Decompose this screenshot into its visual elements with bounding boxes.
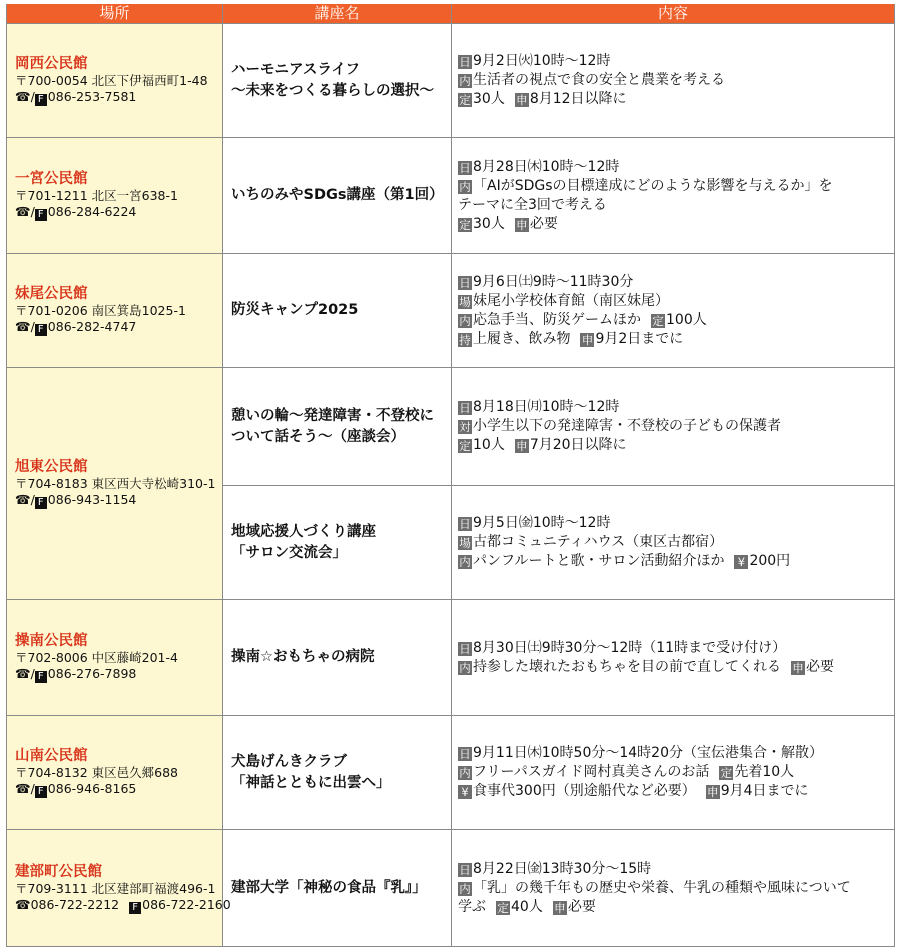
phone-label: ☎/ <box>15 781 35 796</box>
detail-line <box>458 763 894 782</box>
course-title-line: 「神話とともに出雲へ」 <box>231 774 391 791</box>
detail-text: 8月12日以降に <box>529 91 627 107</box>
fax-icon: F <box>35 324 47 336</box>
table-row <box>7 368 895 486</box>
label-tag-icon: 申 <box>581 332 594 347</box>
detail-line <box>458 196 894 215</box>
detail-text: 持参した壊れたおもちゃを目の前で直してくれる <box>473 658 781 675</box>
venue-contact <box>15 666 222 683</box>
label-tag-icon: 申 <box>516 217 528 232</box>
lecture-table <box>6 4 895 947</box>
phone-label: ☎/ <box>15 319 35 334</box>
place-cell <box>7 254 223 368</box>
label-tag-icon: ¥ <box>734 555 748 569</box>
detail-line <box>458 898 894 917</box>
detail-cell <box>452 24 895 138</box>
detail-text: 30人 <box>473 215 505 232</box>
detail-line <box>458 158 894 177</box>
detail-text: 古都コミュニティハウス（東区古都宿） <box>473 534 724 550</box>
venue-name: 山南公民館 <box>15 748 88 764</box>
label-tag-icon: 日 <box>459 862 471 877</box>
place-cell <box>7 24 223 138</box>
label-tag-icon: 内 <box>459 660 471 675</box>
venue-contact <box>15 319 222 336</box>
phone-number: 086-253-7581 <box>47 89 137 104</box>
venue-address: 〒701-1211 北区一宮638-1 <box>15 188 178 203</box>
label-tag-icon: 日 <box>459 747 471 761</box>
label-tag-icon: 定 <box>459 217 471 232</box>
fax-icon: F <box>35 671 47 683</box>
course-cell <box>223 716 452 830</box>
place-cell <box>7 138 223 254</box>
detail-text: 8月22日㈮13時30分〜15時 <box>473 860 652 877</box>
detail-text: 9月6日㈯9時〜11時30分 <box>473 273 634 290</box>
label-tag-icon: 申 <box>792 660 804 675</box>
detail-text: 7月20日以降に <box>529 437 627 453</box>
course-title-line: 憩いの輪〜発達障害・不登校に <box>231 407 434 424</box>
detail-line <box>458 552 894 571</box>
label-tag-icon: 日 <box>459 275 471 290</box>
course-title-line: 建部大学「神秘の食品『乳』」 <box>231 879 427 896</box>
table-row <box>7 24 895 138</box>
detail-cell <box>452 716 895 830</box>
detail-cell <box>452 600 895 716</box>
course-title-line: 防災キャンプ2025 <box>231 302 359 318</box>
course-title-line: 〜未来をつくる暮らしの選択〜 <box>231 82 434 99</box>
phone-label: ☎086-722-2212 <box>15 896 120 912</box>
detail-text: フリーパスガイド岡村真美さんのお話 <box>473 764 710 780</box>
venue-address: 〒700-0054 北区下伊福西町1-48 <box>15 73 208 88</box>
header-course: 講座名 <box>223 4 452 24</box>
phone-label: ☎/ <box>15 89 35 104</box>
detail-text: 40人 <box>511 898 543 915</box>
detail-text: 8月30日㈯9時30分〜12時（11時まで受け付け） <box>473 639 787 656</box>
table-header-row <box>7 4 895 24</box>
label-tag-icon: 対 <box>459 420 471 434</box>
detail-line <box>458 292 894 311</box>
phone-number: 086-722-2160 <box>142 896 231 912</box>
detail-line <box>458 52 894 71</box>
detail-text: 8月28日㈭10時〜12時 <box>473 158 620 175</box>
label-tag-icon: 場 <box>459 536 471 550</box>
detail-text: 8月18日㈪10時〜12時 <box>473 399 620 415</box>
course-title-line: 地域応援人づくり講座 <box>231 523 376 540</box>
venue-contact <box>15 896 231 914</box>
venue-name: 妹尾公民館 <box>15 286 88 302</box>
detail-text: 9月11日㈭10時50分〜14時20分（宝伝港集合・解散） <box>473 745 823 761</box>
detail-text: 先着10人 <box>734 764 795 780</box>
fax-icon: F <box>129 902 141 914</box>
detail-cell <box>452 254 895 368</box>
label-tag-icon: ¥ <box>458 785 472 799</box>
label-tag-icon: 定 <box>497 900 509 915</box>
detail-line <box>458 744 894 763</box>
label-tag-icon: 内 <box>459 881 471 896</box>
detail-text: 上履き、飲み物 <box>473 330 571 347</box>
venue-contact <box>15 89 222 106</box>
detail-text: 応急手当、防災ゲームほか <box>473 311 641 328</box>
label-tag-icon: 定 <box>652 313 664 328</box>
label-tag-icon: 場 <box>459 294 471 309</box>
label-tag-icon: 定 <box>720 766 733 780</box>
detail-text: 9月5日㈮10時〜12時 <box>473 515 611 531</box>
course-cell <box>223 24 452 138</box>
course-title-line: ハーモニアスライフ <box>231 61 361 78</box>
table-row <box>7 254 895 368</box>
detail-line <box>458 311 894 330</box>
detail-text: 100人 <box>666 311 707 328</box>
label-tag-icon: 申 <box>554 900 566 915</box>
course-cell <box>223 600 452 716</box>
detail-line <box>458 860 894 879</box>
detail-line <box>458 330 894 349</box>
label-tag-icon: 申 <box>516 439 528 453</box>
label-tag-icon: 日 <box>459 160 471 175</box>
label-tag-icon: 定 <box>459 439 471 453</box>
fax-icon: F <box>35 209 47 221</box>
label-tag-icon: 日 <box>459 401 471 415</box>
detail-text: 必要 <box>529 215 558 232</box>
detail-line <box>458 177 894 196</box>
label-tag-icon: 内 <box>459 313 471 328</box>
detail-text: 食事代300円（別途船代など必要） <box>473 783 696 799</box>
phone-label: ☎/ <box>15 204 35 219</box>
detail-text: 妹尾小学校体育館（南区妹尾） <box>473 292 669 309</box>
phone-number: 086-282-4747 <box>47 319 137 334</box>
detail-line <box>458 639 894 658</box>
detail-line <box>458 533 894 552</box>
detail-line <box>458 436 894 455</box>
phone-number: 086-276-7898 <box>47 666 137 681</box>
table-row <box>7 600 895 716</box>
detail-text: 必要 <box>567 898 596 915</box>
venue-address: 〒701-0206 南区箕島1025-1 <box>15 303 186 318</box>
course-cell <box>223 138 452 254</box>
detail-text: 30人 <box>473 91 505 107</box>
course-title-line: ついて話そう〜（座談会） <box>231 428 405 445</box>
venue-address: 〒704-8132 東区邑久郷688 <box>15 765 179 780</box>
course-cell <box>223 486 452 600</box>
place-cell <box>7 600 223 716</box>
label-tag-icon: 日 <box>459 517 471 531</box>
venue-name: 一宮公民館 <box>15 171 88 187</box>
detail-text: パンフルートと歌・サロン活動紹介ほか <box>473 553 725 569</box>
fax-icon: F <box>35 786 47 798</box>
course-cell <box>223 830 452 947</box>
venue-contact <box>15 781 222 798</box>
venue-address: 〒709-3111 北区建部町福渡496-1 <box>15 880 216 896</box>
detail-cell <box>452 138 895 254</box>
detail-text: 9月2日までに <box>595 330 684 347</box>
venue-name: 旭東公民館 <box>15 459 88 475</box>
venue-contact <box>15 204 222 221</box>
venue-name: 建部町公民館 <box>15 863 102 880</box>
detail-text: 「乳」の幾千年もの歴史や栄養、牛乳の種類や風味について <box>473 879 851 896</box>
phone-number: 086-946-8165 <box>47 781 137 796</box>
detail-text: 10人 <box>473 437 505 453</box>
fax-icon: F <box>35 497 47 509</box>
fax-icon: F <box>35 94 47 106</box>
venue-address: 〒702-8006 中区藤崎201-4 <box>15 650 178 665</box>
label-tag-icon: 内 <box>459 74 471 88</box>
phone-label: ☎/ <box>15 666 35 681</box>
detail-line <box>458 782 894 801</box>
table-row <box>7 716 895 830</box>
detail-line <box>458 879 894 898</box>
table-row <box>7 138 895 254</box>
label-tag-icon: 持 <box>459 332 471 347</box>
header-content: 内容 <box>452 4 895 24</box>
detail-line <box>458 90 894 109</box>
detail-line <box>458 514 894 533</box>
course-cell <box>223 368 452 486</box>
label-tag-icon: 定 <box>459 93 471 107</box>
detail-text: 「AIがSDGsの目標達成にどのような影響を与えるか」を <box>473 177 833 194</box>
detail-cell <box>452 830 895 947</box>
place-cell <box>7 716 223 830</box>
detail-line <box>458 658 894 677</box>
label-tag-icon: 内 <box>459 179 471 194</box>
detail-cell <box>452 368 895 486</box>
label-tag-icon: 申 <box>516 93 528 107</box>
detail-line <box>458 398 894 417</box>
course-cell <box>223 254 452 368</box>
detail-line <box>458 71 894 90</box>
label-tag-icon: 内 <box>459 766 471 780</box>
course-title-line: いちのみやSDGs講座（第1回） <box>231 187 444 203</box>
label-tag-icon: 日 <box>459 641 471 656</box>
detail-text: 必要 <box>806 658 834 675</box>
course-title-line: 操南☆おもちゃの病院 <box>231 649 375 665</box>
course-title-line: 「サロン交流会」 <box>231 544 347 561</box>
table-row <box>7 830 895 947</box>
detail-line <box>458 215 894 234</box>
place-cell <box>7 368 223 600</box>
phone-label: ☎/ <box>15 492 35 507</box>
label-tag-icon: 内 <box>459 555 471 569</box>
label-tag-icon: 申 <box>706 785 719 799</box>
label-tag-icon: 日 <box>459 55 471 69</box>
detail-line <box>458 417 894 436</box>
detail-text: 小学生以下の発達障害・不登校の子どもの保護者 <box>473 418 781 434</box>
course-title-line: 犬島げんきクラブ <box>231 753 347 770</box>
venue-address: 〒704-8183 東区西大寺松崎310-1 <box>15 476 216 491</box>
detail-text: 学ぶ <box>458 898 486 915</box>
detail-text: 9月2日㈫10時〜12時 <box>473 53 611 69</box>
header-place: 場所 <box>7 4 223 24</box>
venue-name: 岡西公民館 <box>15 56 88 72</box>
phone-number: 086-943-1154 <box>47 492 137 507</box>
detail-text: 200円 <box>749 553 791 569</box>
detail-line <box>458 273 894 292</box>
venue-name: 操南公民館 <box>15 633 88 649</box>
place-cell <box>7 830 231 947</box>
venue-contact <box>15 492 222 509</box>
detail-text: 生活者の視点で食の安全と農業を考える <box>473 72 725 88</box>
detail-cell <box>452 486 895 600</box>
phone-number: 086-284-6224 <box>47 204 137 219</box>
detail-text: 9月4日までに <box>720 783 809 799</box>
detail-text: テーマに全3回で考える <box>458 196 607 213</box>
